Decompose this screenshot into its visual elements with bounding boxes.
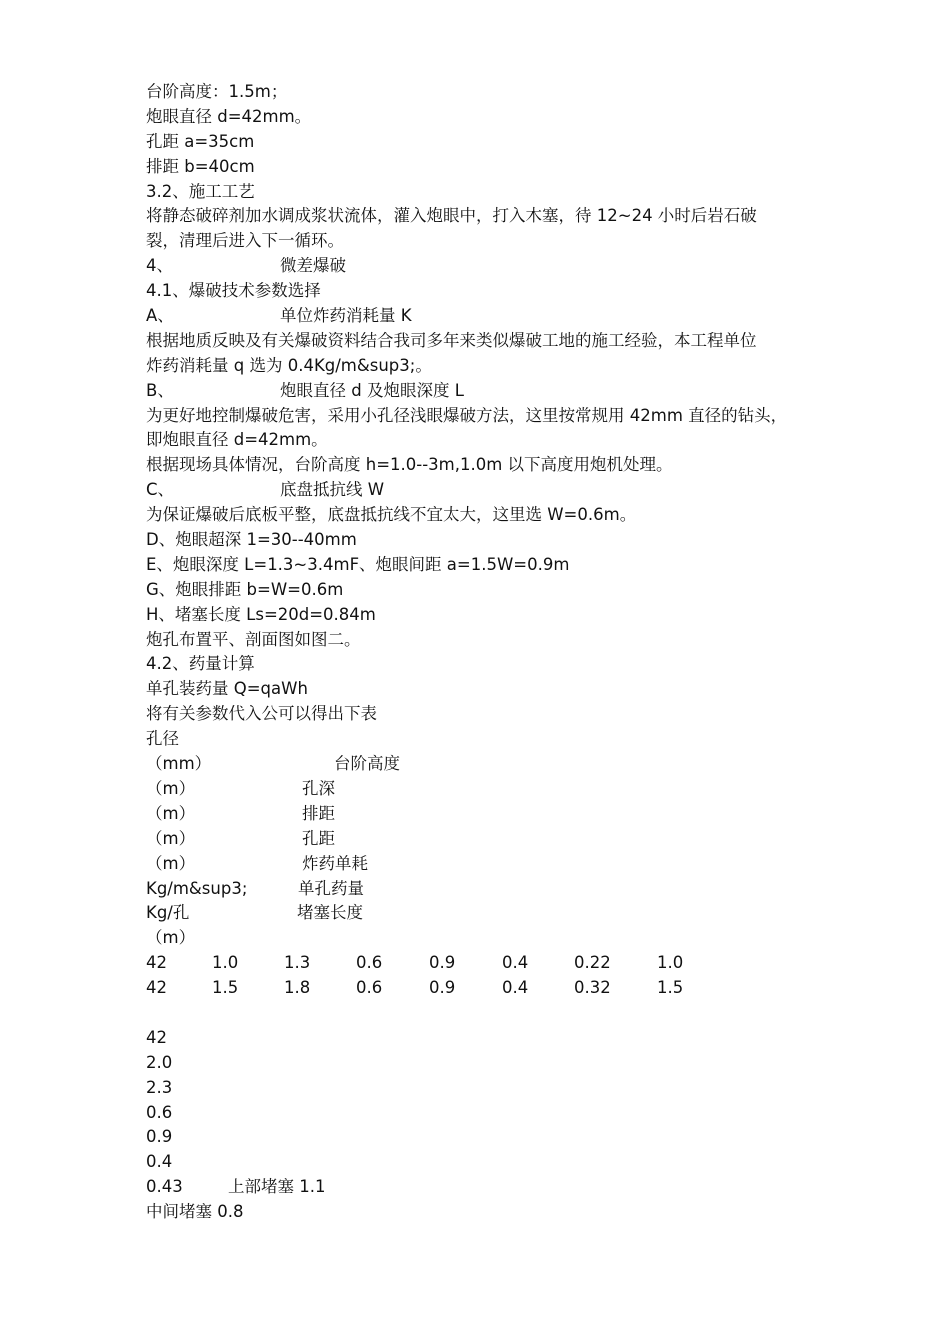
item-title: 炮眼直径 d 及炮眼深度 L xyxy=(280,380,464,400)
table-cell: 0.9 xyxy=(146,1127,173,1147)
header-left: （m） xyxy=(146,778,196,798)
text-line: 台阶高度：1.5m； xyxy=(146,82,288,101)
table-cell-note: 中间堵塞 0.8 xyxy=(146,1202,244,1222)
item-heading-c xyxy=(146,478,826,503)
table-cell: 1.5 xyxy=(657,978,684,998)
table-cell: 0.6 xyxy=(146,1102,173,1122)
table-cell: 1.0 xyxy=(212,953,239,973)
text-line: 将有关参数代入公可以得出下表 xyxy=(146,704,377,724)
section-title: 微差爆破 xyxy=(280,256,346,276)
table-header-line xyxy=(146,877,826,902)
text-line: 炮孔布置平、剖面图如图二。 xyxy=(146,629,361,649)
header-right: 单孔药量 xyxy=(298,878,364,898)
header-left: （m） xyxy=(146,803,196,823)
text-line: 为更好地控制爆破危害，采用小孔径浅眼爆破方法，这里按常规用 42mm 直径的钻头， xyxy=(146,405,788,425)
text-line: D、炮眼超深 1=30--40mm xyxy=(146,530,357,550)
text-line: 裂，清理后进入下一循环。 xyxy=(146,231,344,251)
table-row xyxy=(146,976,826,1001)
table-cell: 0.4 xyxy=(502,953,529,973)
document-body xyxy=(146,80,826,1225)
text-line: H、堵塞长度 Ls=20d=0.84m xyxy=(146,604,376,624)
table-header-line xyxy=(146,727,826,752)
header-left: Kg/m&sup3; xyxy=(146,878,248,898)
section-heading: 4.1、爆破技术参数选择 xyxy=(146,281,321,301)
item-title: 单位炸药消耗量 K xyxy=(280,306,412,326)
header-left: （m） xyxy=(146,928,196,948)
table-cell: 0.9 xyxy=(429,978,456,998)
header-right: 堵塞长度 xyxy=(297,903,363,923)
section-heading-4 xyxy=(146,254,826,279)
header-right: 排距 xyxy=(302,803,335,823)
text-line: G、炮眼排距 b=W=0.6m xyxy=(146,579,344,599)
table-header-line xyxy=(146,752,826,777)
table-cell: 1.0 xyxy=(657,953,684,973)
item-number: A、 xyxy=(146,306,174,326)
item-number: C、 xyxy=(146,480,175,500)
table-cell: 1.3 xyxy=(284,953,311,973)
table-cell: 2.3 xyxy=(146,1077,173,1097)
text-line: 炮眼直径 d=42mm。 xyxy=(146,106,312,126)
table-header-line xyxy=(146,777,826,802)
table-cell: 2.0 xyxy=(146,1052,173,1072)
table-cell: 42 xyxy=(146,978,167,998)
header-left: （m） xyxy=(146,828,196,848)
item-heading-b xyxy=(146,379,826,404)
text-line: 炸药消耗量 q 选为 0.4Kg/m&sup3;。 xyxy=(146,355,432,375)
text-line: 根据现场具体情况，台阶高度 h=1.0--3m,1.0m 以下高度用炮机处理。 xyxy=(146,455,673,475)
table-cell: 0.4 xyxy=(502,978,529,998)
table-cell: 42 xyxy=(146,953,167,973)
header-right: 台阶高度 xyxy=(334,754,400,774)
table-cell: 0.22 xyxy=(574,953,611,973)
table-cell: 0.6 xyxy=(356,978,383,998)
text-line: 根据地质反映及有关爆破资料结合我司多年来类似爆破工地的施工经验，本工程单位 xyxy=(146,330,757,350)
item-heading-a xyxy=(146,304,826,329)
table-header-line xyxy=(146,827,826,852)
table-header-line xyxy=(146,852,826,877)
table-header-line xyxy=(146,901,826,926)
table-cell: 0.9 xyxy=(429,953,456,973)
table-cell: 0.4 xyxy=(146,1152,173,1172)
table-cell: 0.43 xyxy=(146,1177,183,1197)
header-right: 炸药单耗 xyxy=(302,853,368,873)
table-cell: 42 xyxy=(146,1027,167,1047)
table-cell-note: 上部堵塞 1.1 xyxy=(228,1177,326,1197)
text-line: 单孔装药量 Q=qaWh xyxy=(146,679,308,699)
table-row-fragment xyxy=(146,1175,826,1200)
item-number: B、 xyxy=(146,380,174,400)
header-left: （m） xyxy=(146,853,196,873)
section-number: 4、 xyxy=(146,256,173,276)
header-left: 孔径 xyxy=(146,729,179,749)
item-title: 底盘抵抗线 W xyxy=(280,480,385,500)
table-cell: 1.8 xyxy=(284,978,311,998)
table-header-line xyxy=(146,926,826,951)
table-cell: 1.5 xyxy=(212,978,239,998)
text-line: 为保证爆破后底板平整，底盘抵抗线不宜太大，这里选 W=0.6m。 xyxy=(146,505,637,525)
text-line: 排距 b=40cm xyxy=(146,156,255,176)
header-left: Kg/孔 xyxy=(146,903,190,923)
table-header-line xyxy=(146,802,826,827)
header-right: 孔距 xyxy=(302,828,335,848)
section-heading: 4.2、药量计算 xyxy=(146,654,255,674)
table-cell: 0.32 xyxy=(574,978,611,998)
header-right: 孔深 xyxy=(302,778,335,798)
table-cell: 0.6 xyxy=(356,953,383,973)
header-left: （mm） xyxy=(146,754,212,774)
section-heading: 3.2、施工工艺 xyxy=(146,181,255,201)
text-line: 即炮眼直径 d=42mm。 xyxy=(146,430,328,450)
text-line: 将静态破碎剂加水调成浆状流体，灌入炮眼中，打入木塞，待 12~24 小时后岩石破 xyxy=(146,206,757,226)
text-line: 孔距 a=35cm xyxy=(146,131,255,151)
text-line: E、炮眼深度 L=1.3~3.4mF、炮眼间距 a=1.5W=0.9m xyxy=(146,554,570,574)
blank-line xyxy=(146,1001,826,1026)
table-row xyxy=(146,951,826,976)
